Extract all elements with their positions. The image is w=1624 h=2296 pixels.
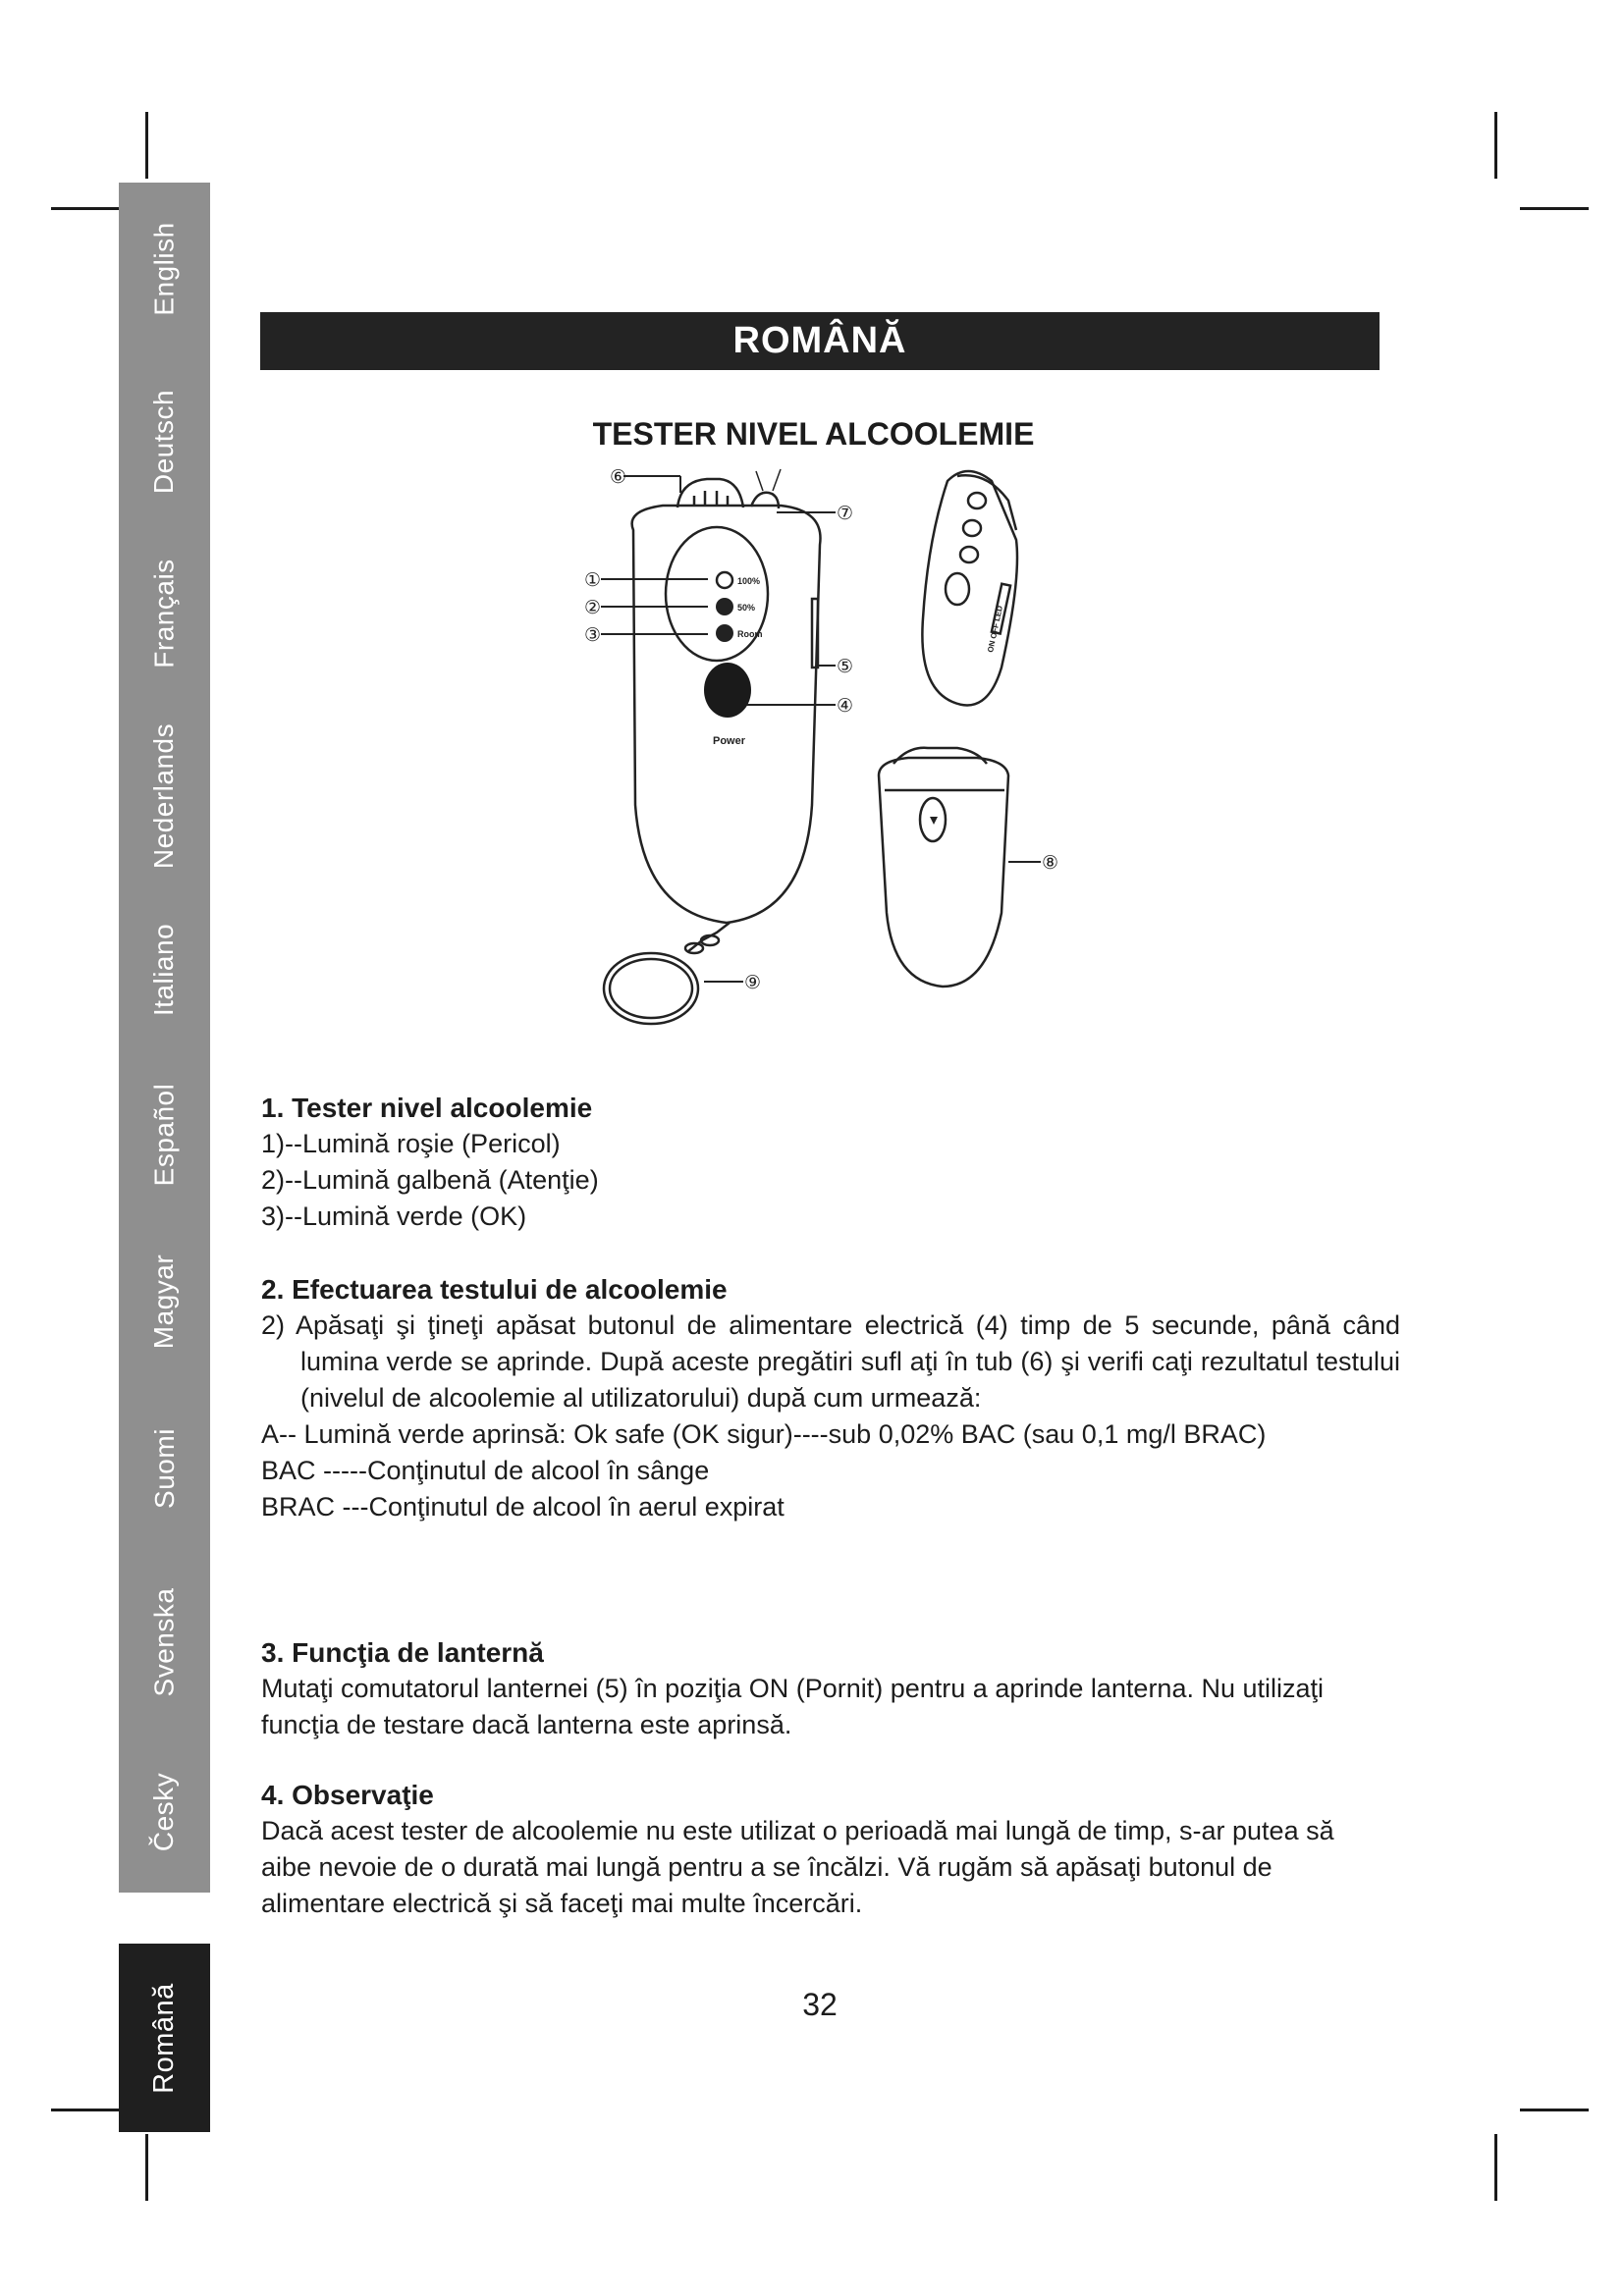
tab-francais[interactable]: Français [119, 527, 210, 700]
tab-suomi[interactable]: Suomi [119, 1382, 210, 1554]
key-ring [604, 953, 698, 1024]
section-2 [261, 1271, 1400, 1525]
callout-7: ⑦ [837, 504, 854, 524]
breathalyzer-illustration [555, 452, 1105, 1041]
switch-label: ON OFF LED [986, 605, 1005, 654]
tab-cesky[interactable]: Česky [119, 1731, 210, 1893]
callout-8: ⑧ [1042, 853, 1059, 874]
language-banner: ROMÂNĂ [260, 312, 1380, 370]
section-2-bac: BAC -----Conţinutul de alcool în sânge [261, 1456, 710, 1485]
indicator-window [666, 527, 768, 661]
list-item: 3)--Lumină verde (OK) [261, 1201, 527, 1231]
page-number: 32 [802, 1987, 838, 2022]
section-2-brac: BRAC ---Conţinutul de alcool în aerul expirat [261, 1492, 785, 1522]
power-label: Power [713, 735, 746, 747]
crop-mark [1520, 2109, 1589, 2111]
section-4-body: Dacă acest tester de alcoolemie nu este utilizat o perioadă mai lungă de timp, s-ar putea să aibe nevoie de o durată mai lungă pentru a se încălzi. Vă rugăm să apăsaţi butonul de alimentare electrică şi să faceţi mai multe încercări. [261, 1816, 1334, 1918]
tab-magyar[interactable]: Magyar [119, 1220, 210, 1382]
callout-2: ② [584, 598, 602, 618]
section-1 [261, 1090, 1400, 1235]
tab-deutsch[interactable]: Deutsch [119, 355, 210, 527]
section-2-step: 2) Apăsaţi şi ţineţi apăsat butonul de alimentare electrică (4) timp de 5 secunde, până când lumina verde se aprinde. După aceste pregătiri sufl aţi în tub (6) şi verifi caţi rezultatul testului (nivelul de alcoolemie al utilizatorului) după cum urmează: [261, 1310, 1400, 1413]
tab-english[interactable]: English [119, 183, 210, 355]
callout-1: ① [584, 570, 602, 591]
callout-4: ④ [837, 696, 854, 717]
crop-mark [51, 2109, 120, 2111]
callout-5: ⑤ [837, 657, 854, 677]
callout-3: ③ [584, 625, 602, 646]
tab-nederlands[interactable]: Nederlands [119, 700, 210, 891]
light-label-room: Room [737, 629, 763, 639]
section-4 [261, 1777, 1361, 1922]
callout-9: ⑨ [744, 973, 762, 993]
crop-mark [145, 112, 148, 179]
section-1-heading: 1. Tester nivel alcoolemie [261, 1093, 593, 1123]
crop-mark [51, 207, 120, 210]
language-sidebar [119, 183, 210, 2132]
tab-romana[interactable]: Română [119, 1944, 210, 2132]
crop-mark [1494, 112, 1497, 179]
mouthpiece [677, 479, 743, 507]
crop-mark [1494, 2134, 1497, 2201]
crop-mark [145, 2134, 148, 2201]
power-button [704, 663, 751, 718]
section-3 [261, 1634, 1361, 1743]
section-2-result: A-- Lumină verde aprinsă: Ok safe (OK sigur)----sub 0,02% BAC (sau 0,1 mg/l BRAC) [261, 1419, 1267, 1449]
tab-svenska[interactable]: Svenska [119, 1554, 210, 1731]
document-title: TESTER NIVEL ALCOOLEMIE [592, 416, 1035, 452]
list-item: 1)--Lumină roşie (Pericol) [261, 1129, 561, 1158]
callout-6: ⑥ [610, 467, 627, 488]
light-label-100: 100% [737, 576, 761, 586]
section-2-heading: 2. Efectuarea testului de alcoolemie [261, 1274, 728, 1305]
tab-espanol[interactable]: Español [119, 1048, 210, 1220]
section-4-heading: 4. Observaţie [261, 1780, 434, 1810]
crop-mark [1520, 207, 1589, 210]
section-3-heading: 3. Funcţia de lanternă [261, 1637, 544, 1668]
section-3-body: Mutaţi comutatorul lanternei (5) în poziţia ON (Pornit) pentru a aprinde lanterna. Nu utilizaţi funcţia de testare dacă lanterna este aprinsă. [261, 1674, 1325, 1739]
tab-italiano[interactable]: Italiano [119, 891, 210, 1048]
device-back-view [879, 758, 1008, 987]
list-item: 2)--Lumină galbenă (Atenţie) [261, 1165, 599, 1195]
light-label-50: 50% [737, 603, 756, 613]
